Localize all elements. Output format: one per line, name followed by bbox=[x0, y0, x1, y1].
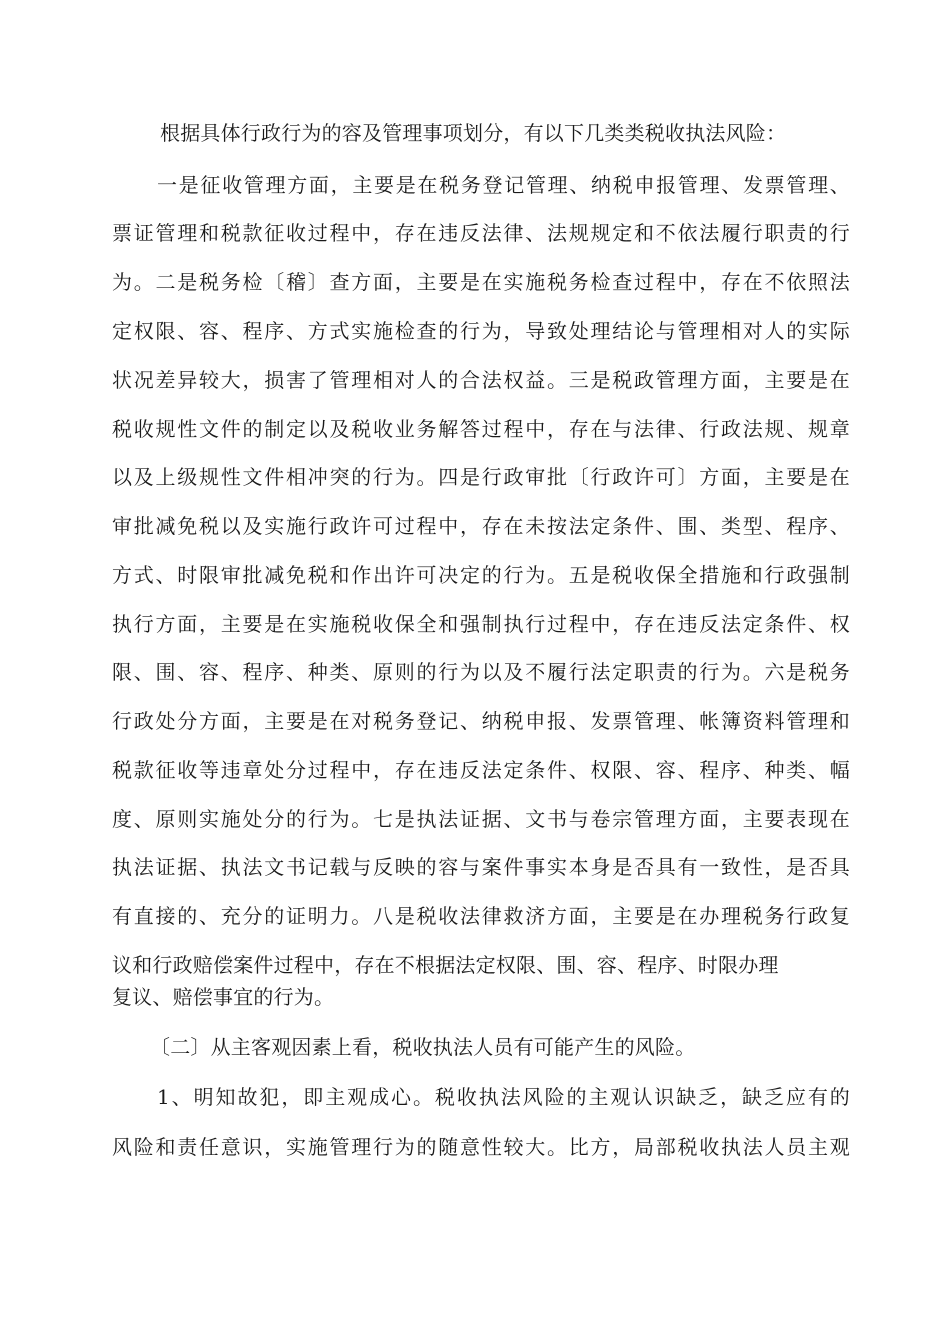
text-line: 一是征收管理方面，主要是在税务登记管理、纳税申报管理、发票管理、 bbox=[157, 173, 850, 197]
text-line: 1、明知故犯，即主观成心。税收执法风险的主观认识缺乏，缺乏应有的 bbox=[157, 1085, 850, 1109]
text-line: 票证管理和税款征收过程中，存在违反法律、法规规定和不依法履行职责的行 bbox=[112, 221, 850, 245]
text-line: 有直接的、充分的证明力。八是税收法律救济方面，主要是在办理税务行政复 bbox=[112, 904, 850, 928]
text-line: 税收规性文件的制定以及税收业务解答过程中，存在与法律、行政法规、规章 bbox=[112, 417, 850, 441]
text-line: 复议、赔偿事宜的行为。 bbox=[112, 985, 335, 1009]
text-line: 为。二是税务检〔稽〕查方面，主要是在实施税务检查过程中，存在不依照法 bbox=[112, 270, 850, 294]
text-line: 度、原则实施处分的行为。七是执法证据、文书与卷宗管理方面，主要表现在 bbox=[112, 807, 850, 831]
text-line: 审批减免税以及实施行政许可过程中，存在未按法定条件、围、类型、程序、 bbox=[112, 514, 850, 538]
text-line: 税款征收等违章处分过程中，存在违反法定条件、权限、容、程序、种类、幅 bbox=[112, 758, 850, 782]
text-line: 行政处分方面，主要是在对税务登记、纳税申报、发票管理、帐簿资料管理和 bbox=[112, 709, 850, 733]
text-line: 风险和责任意识，实施管理行为的随意性较大。比方，局部税收执法人员主观 bbox=[112, 1135, 850, 1159]
text-line: 执行方面，主要是在实施税收保全和强制执行过程中，存在违反法定条件、权 bbox=[112, 612, 850, 636]
text-line: 方式、时限审批减免税和作出许可决定的行为。五是税收保全措施和行政强制 bbox=[112, 563, 850, 587]
text-line: 状况差异较大，损害了管理相对人的合法权益。三是税政管理方面，主要是在 bbox=[112, 368, 850, 392]
text-line: 执法证据、执法文书记载与反映的容与案件事实本身是否具有一致性，是否具 bbox=[112, 855, 850, 879]
section-heading: 〔二〕从主客观因素上看，税收执法人员有可能产生的风险。 bbox=[150, 1035, 696, 1059]
text-line: 限、围、容、程序、种类、原则的行为以及不履行法定职责的行为。六是税务 bbox=[112, 660, 850, 684]
text-line: 议和行政赔偿案件过程中，存在不根据法定权限、围、容、程序、时限办理 bbox=[112, 953, 779, 977]
text-line: 定权限、容、程序、方式实施检查的行为，导致处理结论与管理相对人的实际 bbox=[112, 319, 850, 343]
text-line: 以及上级规性文件相冲突的行为。四是行政审批〔行政许可〕方面，主要是在 bbox=[112, 465, 850, 489]
text-line: 根据具体行政行为的容及管理事项划分，有以下几类类税收执法风险： bbox=[160, 121, 787, 145]
